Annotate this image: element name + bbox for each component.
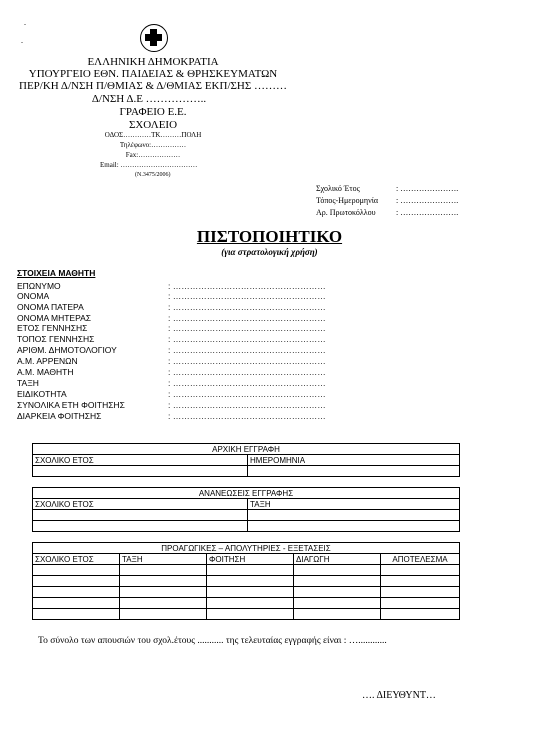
field-label-total-years: ΣΥΝΟΛΙΚΑ ΕΤΗ ΦΟΙΤΗΣΗΣ [17,400,125,410]
field-label-student-id: Α.Μ. ΜΑΘΗΤΗ [17,367,74,377]
field-value[interactable]: : ……………………………………………… [168,302,326,312]
table-caption: ΑΡΧΙΚΗ ΕΓΓΡΑΦΗ [33,444,460,455]
column-header: ΔΙΑΓΩΓΗ [294,554,381,565]
field-value[interactable]: : ……………………………………………… [168,334,326,344]
column-header: ΣΧΟΛΙΚΟ ΕΤΟΣ [33,499,248,510]
column-header: ΣΧΟΛΙΚΟ ΕΤΟΣ [33,455,248,466]
meta-label-place-date: Τόπος-Ημερομηνία [316,196,379,205]
table-row [33,598,460,609]
field-label-birth-year: ΕΤΟΣ ΓΕΝΝΗΣΗΣ [17,323,88,333]
office: ΓΡΑΦΕΙΟ Ε.Ε. [119,106,187,118]
field-label-birth-place: ΤΟΠΟΣ ΓΕΝΝΗΣΗΣ [17,334,95,344]
meta-value-protocol: : …………………. [396,208,459,217]
field-value[interactable]: : ……………………………………………… [168,291,326,301]
field-value[interactable]: : ……………………………………………… [168,411,326,421]
table-row [33,521,460,532]
field-label-father-name: ΟΝΟΜΑ ΠΑΤΕΡΑ [17,302,84,312]
document-title: ΠΙΣΤΟΠΟΙΗΤΙΚΟ [196,227,343,246]
table-caption: ΠΡΟΑΓΩΓΙΚΕΣ – ΑΠΟΛΥΤΗΡΙΕΣ - ΕΞΕΤΑΣΕΙΣ [33,543,460,554]
field-label-name: ΟΝΟΜΑ [17,291,50,301]
field-value[interactable]: : ……………………………………………… [168,323,326,333]
promotions-table [32,542,460,620]
field-label-attendance-duration: ΔΙΑΡΚΕΙΑ ΦΟΙΤΗΣΗΣ [17,411,102,421]
column-header: ΤΑΞΗ [248,499,460,510]
address-line: ΟΔΟΣ…………ΤΚ………ΠΟΛΗ [104,131,202,139]
field-value[interactable]: : ……………………………………………… [168,378,326,388]
field-label-class: ΤΑΞΗ [17,378,39,388]
field-label-specialty: ΕΙΔΙΚΟΤΗΤΑ [17,389,67,399]
director-signature: …. ΔΙΕΥΘΥΝΤ… [362,690,436,701]
field-value[interactable]: : ……………………………………………… [168,389,326,399]
field-label-surname: ΕΠΩΝΥΜΟ [17,281,61,291]
column-header: ΑΠΟΤΕΛΕΣΜΑ [381,554,460,565]
table-row [33,510,460,521]
fax-line: Fax:……………… [125,151,181,159]
law-reference: (Ν.3475/2006) [135,172,171,178]
corner-mark: . [21,36,23,45]
table-row [33,576,460,587]
table-row [33,466,460,477]
column-header: ΗΜΕΡΟΜΗΝΙΑ [248,455,460,466]
school-label: ΣΧΟΛΕΙΟ [128,119,178,131]
renewals-table [32,487,460,532]
field-value[interactable]: : ……………………………………………… [168,281,326,291]
coat-of-arms-icon [140,24,168,52]
field-value[interactable]: : ……………………………………………… [168,313,326,323]
corner-mark: . [24,18,26,27]
field-value[interactable]: : ……………………………………………… [168,345,326,355]
absences-statement: Το σύνολο των απουσιών του σχολ.έτους ........... της τελευταίας εγγραφής είναι : …............ [38,636,387,646]
meta-value-school-year: : …………………. [396,184,459,193]
table-caption: ΑΝΑΝΕΩΣΕΙΣ ΕΓΓΡΑΦΗΣ [33,488,460,499]
field-label-municipal-register: ΑΡΙΘΜ. ΔΗΜΟΤΟΛΟΓΙΟΥ [17,345,117,355]
email-line: Email: …………………………… [100,161,198,169]
field-value[interactable]: : ……………………………………………… [168,400,326,410]
student-section-title: ΣΤΟΙΧΕΙΑ ΜΑΘΗΤΗ [17,268,96,278]
republic-name: ΕΛΛΗΝΙΚΗ ΔΗΜΟΚΡΑΤΙΑ [87,56,219,68]
regional-directorate: ΠΕΡ/ΚΗ Δ/ΝΣΗ Π/ΘΜΙΑΣ & Δ/ΘΜΙΑΣ ΕΚΠ/ΣΗΣ ……… [19,80,287,92]
table-row [33,587,460,598]
phone-line: Τηλέφωνο:…………… [119,141,187,149]
field-value[interactable]: : ……………………………………………… [168,356,326,366]
table-row [33,609,460,620]
field-label-male-registry: Α.Μ. ΑΡΡΕΝΩΝ [17,356,78,366]
column-header: ΦΟΙΤΗΣΗ [207,554,294,565]
meta-label-protocol: Αρ. Πρωτοκόλλου [316,208,376,217]
meta-value-place-date: : …………………. [396,196,459,205]
field-value[interactable]: : ……………………………………………… [168,367,326,377]
ministry-name: ΥΠΟΥΡΓΕΙΟ ΕΘΝ. ΠΑΙΔΕΙΑΣ & ΘΡΗΣΚΕΥΜΑΤΩΝ [28,68,278,80]
initial-enrollment-table [32,443,460,477]
meta-label-school-year: Σχολικό Έτος [316,184,360,193]
directorate: Δ/ΝΣΗ Δ.Ε …………….. [91,93,207,105]
column-header: ΤΑΞΗ [120,554,207,565]
table-row [33,565,460,576]
document-subtitle: (για στρατολογική χρήση) [221,247,318,257]
field-label-mother-name: ΟΝΟΜΑ ΜΗΤΕΡΑΣ [17,313,92,323]
column-header: ΣΧΟΛΙΚΟ ΕΤΟΣ [33,554,120,565]
